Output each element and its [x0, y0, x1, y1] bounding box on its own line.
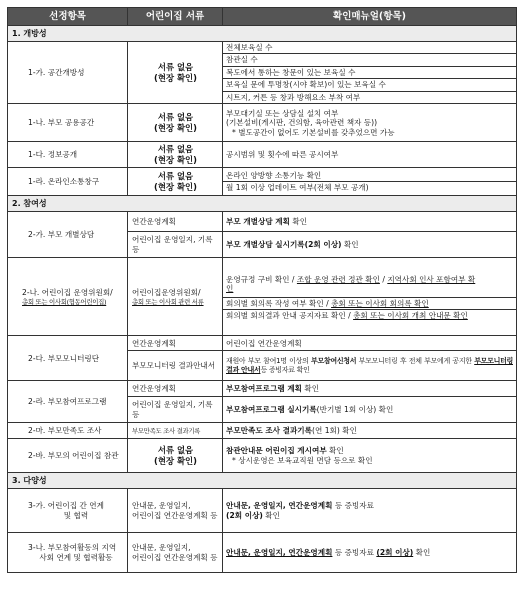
- check-cell: 어린이집 연간운영계획: [223, 336, 517, 351]
- doc-line: 서류 없음: [157, 171, 194, 182]
- check-line: 복도에서 통하는 창문이 있는 보육실 수: [223, 67, 516, 79]
- doc-line: 어린이집운영위원회/: [132, 288, 201, 298]
- text: 부모모니터링 결과 안내서: [226, 357, 513, 374]
- item-line: 사회 연계 및 협력활동: [39, 552, 113, 562]
- item-line: 3-나. 부모참여활동의 지역: [28, 543, 117, 553]
- item-parent-program: 2-라. 부모참여프로그램: [8, 381, 128, 423]
- text: 총회 또는 이사회 개최 안내문 확인: [353, 311, 468, 321]
- item-info-disclosure: 1-다. 정보공개: [8, 142, 128, 168]
- doc-line: (현장 확인): [154, 455, 197, 466]
- check-line: [226, 501, 513, 510]
- item-parent-visit: 2-바. 부모의 어린이집 참관: [8, 439, 128, 473]
- check-text: (반기별 1회 이상) 확인: [316, 405, 394, 415]
- check-cell: [223, 258, 517, 336]
- item-parent-common-space: 1-나. 부모 공용공간: [8, 104, 128, 142]
- doc-cell: [128, 489, 223, 533]
- doc-cell: 부모모니터링 결과안내서: [128, 351, 223, 381]
- header-selection-item: 선정항목: [8, 8, 128, 26]
- text: /: [379, 274, 388, 284]
- table-row: [8, 423, 517, 439]
- check-line: 전체보육실 수: [223, 42, 516, 54]
- text: 등 증빙자료 확인: [260, 365, 310, 374]
- check-bold: 안내문, 운영일지, 연간운영계획: [226, 501, 333, 511]
- check-line: 보육실 문에 투명창(시야 확보)이 있는 보육실 수: [223, 79, 516, 91]
- check-text: (연 1회) 확인: [311, 426, 357, 436]
- check-text: 확인: [262, 510, 280, 520]
- section-title: 1. 개방성: [8, 26, 517, 42]
- check-bold: 부모 개별상담 계획: [226, 217, 290, 227]
- doc-line: (현장 확인): [154, 181, 197, 192]
- table-row: [8, 439, 517, 473]
- check-text: 확인: [341, 240, 359, 250]
- header-daycare-documents: 어린이집 서류: [128, 8, 223, 26]
- item-parent-satisfaction: 2-마. 부모만족도 조사: [8, 423, 128, 439]
- doc-cell: [128, 533, 223, 573]
- doc-line: 안내문, 운영일지,: [132, 501, 191, 511]
- check-line: [226, 446, 513, 455]
- text: 부모모니터링 후 전체 부모에게 공지한: [356, 357, 475, 366]
- item-community-cooperation: [8, 533, 128, 573]
- check-bold: (2회 이상): [376, 548, 414, 558]
- check-cell: [223, 168, 517, 196]
- text: 인: [226, 284, 234, 294]
- table-header-row: [8, 8, 517, 26]
- item-line: 2-나. 어린이집 운영위원회/: [22, 288, 113, 298]
- text: 운영규정 구비 확인 /: [226, 274, 297, 284]
- table-row: [8, 168, 517, 196]
- docs-cell: [128, 142, 223, 168]
- check-note: * 상시운영은 보육교직원 면담 등으로 확인: [232, 455, 373, 465]
- doc-cell: 연간운영계획: [128, 381, 223, 397]
- check-bold: 부모 개별상담 실시기록(2회 이상): [226, 240, 342, 250]
- check-line: [223, 272, 516, 298]
- section-title: 3. 다양성: [8, 473, 517, 489]
- docs-cell: [128, 168, 223, 196]
- check-line: 월 1회 이상 업데이트 여부(전체 부모 공개): [226, 183, 369, 193]
- check-text: 등 증빙자료: [332, 548, 377, 558]
- check-line: 시트지, 커튼 등 창과 방해요소 부착 여부: [226, 92, 361, 102]
- confirmation-manual-table: [7, 7, 517, 573]
- check-bold: 참관안내문 어린이집 게시여부: [226, 446, 327, 456]
- text: 부모참여신청서: [310, 357, 357, 366]
- text: 조합 운영 관련 정관 확인: [296, 274, 380, 284]
- table-row: [8, 212, 517, 232]
- doc-line: 서류 없음: [157, 144, 194, 155]
- check-line: 참관실 수: [223, 54, 516, 66]
- header-confirmation-manual: 확인매뉴얼(항목): [223, 8, 517, 26]
- table-row: [8, 104, 517, 142]
- docs-cell: [128, 42, 223, 104]
- check-note: * 별도공간이 없어도 기본설비를 갖추었으면 가능: [232, 127, 395, 137]
- item-line: 총회 또는 이사회(협동어린이집): [22, 297, 107, 306]
- check-text: 확인: [413, 548, 431, 558]
- check-cell: [223, 397, 517, 423]
- check-bold: 안내문, 운영일지, 연간운영계획: [226, 548, 333, 558]
- text: 회의별 회의록 작성 여부 확인 /: [226, 298, 332, 308]
- doc-cell: 어린이집 운영일지, 기록 등: [128, 232, 223, 258]
- doc-cell: 부모만족도 조사 결과기록: [128, 423, 223, 439]
- section-title: 2. 참여성: [8, 196, 517, 212]
- item-line: 3-가. 어린이집 간 연계: [28, 501, 104, 511]
- doc-cell: [128, 258, 223, 336]
- check-line: [223, 310, 516, 321]
- check-line: 온라인 양방향 소통기능 확인: [223, 170, 516, 182]
- table-row: [8, 381, 517, 397]
- check-cell: [223, 439, 517, 473]
- doc-line: 서류 없음: [157, 62, 194, 73]
- docs-cell: [128, 439, 223, 473]
- text: 총회 또는 이사회 회의록 확인: [331, 298, 429, 308]
- check-line: [226, 511, 513, 520]
- item-parent-monitoring: 2-다. 부모모니터링단: [8, 336, 128, 381]
- docs-cell: [128, 104, 223, 142]
- check-cell: [223, 533, 517, 573]
- doc-line: (현장 확인): [154, 154, 197, 165]
- item-line: 및 협력: [63, 510, 89, 520]
- check-line: 부모대기실 또는 상담실 설치 여부: [226, 108, 339, 118]
- check-cell: [223, 489, 517, 533]
- table-row: [8, 258, 517, 336]
- doc-line: (현장 확인): [154, 72, 197, 83]
- check-cell: [223, 381, 517, 397]
- table-row: [8, 489, 517, 533]
- check-cell: [223, 423, 517, 439]
- doc-line: (현장 확인): [154, 122, 197, 133]
- check-cell: [223, 42, 517, 104]
- doc-cell: 연간운영계획: [128, 212, 223, 232]
- table-row: [8, 42, 517, 104]
- item-online-channel: 1-라. 온라인소통창구: [8, 168, 128, 196]
- check-text: 확인: [326, 446, 344, 456]
- check-bold: 부모참여프로그램 계획: [226, 384, 302, 394]
- check-cell: [223, 212, 517, 232]
- check-bold: 부모만족도 조사 결과기록: [226, 426, 312, 436]
- doc-line: 총회 또는 이사회 관련 서류: [132, 297, 204, 306]
- text: 지역사회 인사 포함여부 확: [387, 274, 476, 284]
- check-text: 확인: [302, 384, 320, 394]
- table-row: [8, 142, 517, 168]
- item-operating-committee: [8, 258, 128, 336]
- check-line: (기본설비(게시판, 건의함, 육아관련 책자 등)): [226, 118, 378, 128]
- doc-cell: 어린이집 운영일지, 기록 등: [128, 397, 223, 423]
- check-bold: 부모참여프로그램 실시기록: [226, 405, 317, 415]
- item-parent-counseling: 2-가. 부모 개별상담: [8, 212, 128, 258]
- doc-cell: 연간운영계획: [128, 336, 223, 351]
- text: 회의별 회의결과 안내 공지자료 확인 /: [226, 311, 354, 321]
- table-row: [8, 336, 517, 351]
- table-row: [8, 533, 517, 573]
- check-cell: [223, 351, 517, 381]
- item-daycare-cooperation: [8, 489, 128, 533]
- check-cell: 공시범위 및 횟수에 따른 공시여부: [223, 142, 517, 168]
- doc-line: 안내문, 운영일지,: [132, 543, 191, 553]
- item-space-openness: 1-가. 공간개방성: [8, 42, 128, 104]
- check-cell: [223, 104, 517, 142]
- check-bold: (2회 이상): [226, 510, 263, 520]
- doc-line: 어린이집 연간운영계획 등: [132, 510, 218, 520]
- doc-line: 서류 없음: [157, 445, 194, 456]
- manual-table-page: [7, 7, 516, 573]
- section-diversity: [8, 473, 517, 489]
- check-line: [223, 298, 516, 310]
- doc-line: 서류 없음: [157, 112, 194, 123]
- section-openness: [8, 26, 517, 42]
- check-cell: [223, 232, 517, 258]
- text: 재원아 부모 참여1명 이상의: [226, 357, 311, 366]
- section-participation: [8, 196, 517, 212]
- doc-line: 어린이집 연간운영계획 등: [132, 552, 218, 562]
- check-text: 확인: [289, 217, 308, 227]
- check-text: 등 증빙자료: [332, 501, 374, 511]
